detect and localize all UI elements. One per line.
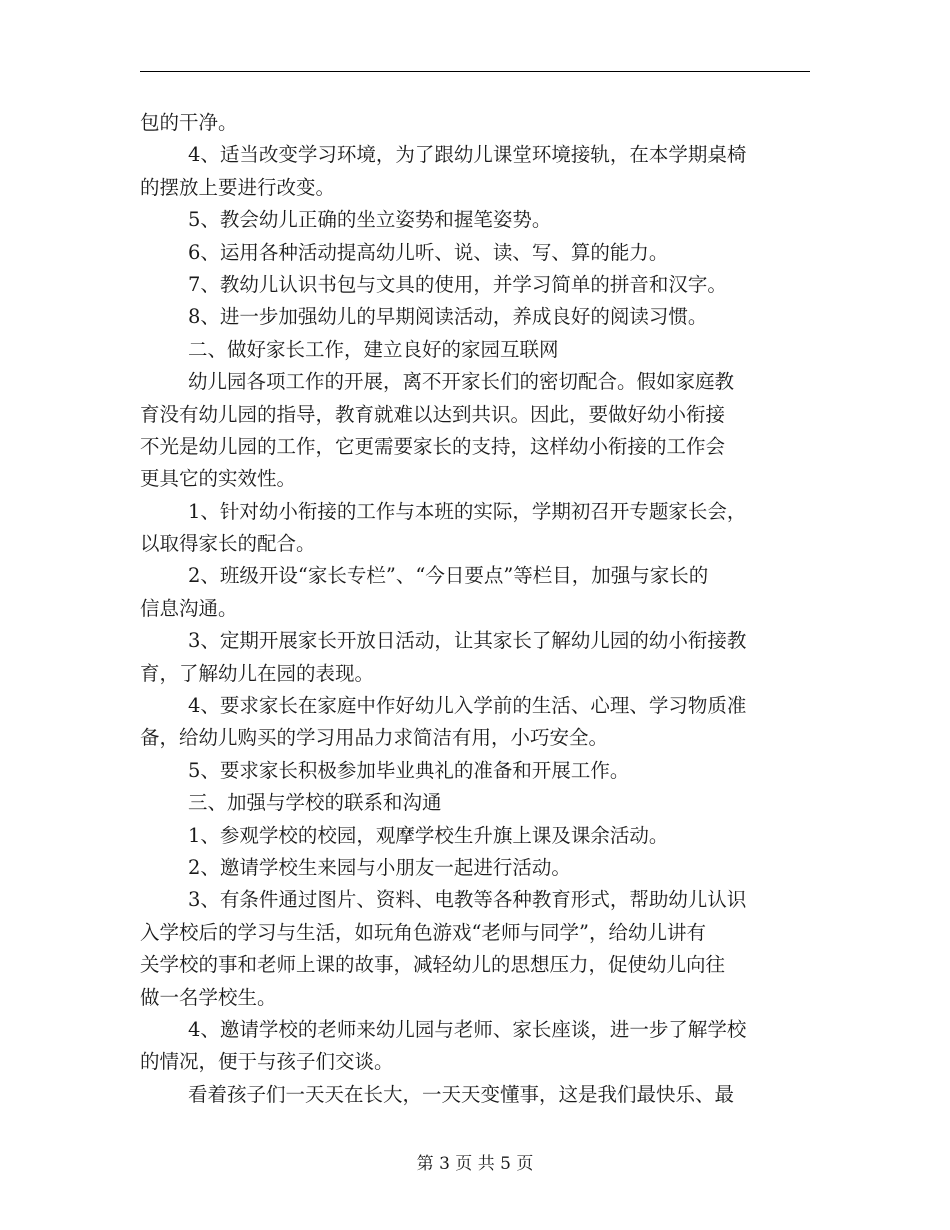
- text-line: 幼儿园各项工作的开展，离不开家长们的密切配合。假如家庭教: [188, 370, 735, 394]
- text-line: 4、邀请学校的老师来幼儿园与老师、家长座谈，进一步了解学校: [188, 1017, 747, 1041]
- text-line: 5、要求家长积极参加毕业典礼的准备和开展工作。: [188, 758, 630, 782]
- text-line: 7、教幼儿认识书包与文具的使用，并学习简单的拼音和汉字。: [188, 272, 727, 296]
- text-line: 三、加强与学校的联系和沟通: [188, 791, 442, 815]
- text-line: 4、要求家长在家庭中作好幼儿入学前的生活、心理、学习物质准: [188, 694, 747, 718]
- text-line: 育没有幼儿园的指导，教育就难以达到共识。因此，要做好幼小衔接: [140, 402, 726, 426]
- text-line: 6、运用各种活动提高幼儿听、说、读、写、算的能力。: [188, 240, 669, 264]
- text-line: 包的干净。: [140, 111, 238, 134]
- text-line: 2、邀请学校生来园与小朋友一起进行活动。: [188, 855, 571, 879]
- text-line: 的情况，便于与孩子们交谈。: [140, 1050, 394, 1074]
- text-line: 更具它的实效性。: [140, 467, 297, 491]
- text-line: 以取得家长的配合。: [140, 532, 316, 556]
- text-line: 入学校后的学习与生活，如玩角色游戏“老师与同学”，给幼儿讲有: [140, 920, 706, 944]
- text-line: 4、适当改变学习环境，为了跟幼儿课堂环境接轨，在本学期桌椅: [188, 143, 747, 167]
- text-line: 5、教会幼儿正确的坐立姿势和握笔姿势。: [188, 208, 552, 232]
- text-line: 信息沟通。: [140, 596, 238, 620]
- header-rule: [140, 71, 810, 72]
- text-line: 做一名学校生。: [140, 985, 277, 1009]
- text-line: 1、参观学校的校园，观摩学校生升旗上课及课余活动。: [188, 823, 669, 847]
- page-footer: 第 3 页 共 5 页: [416, 1154, 534, 1174]
- text-line: 3、有条件通过图片、资料、电教等各种教育形式，帮助幼儿认识: [188, 888, 747, 912]
- text-line: 2、班级开设“家长专栏”、“今日要点”等栏目，加强与家长的: [188, 564, 709, 588]
- document-body: [140, 107, 810, 1111]
- text-line: 二、做好家长工作，建立良好的家园互联网: [188, 337, 559, 361]
- text-line: 看着孩子们一天天在长大，一天天变懂事，这是我们最快乐、最: [188, 1082, 735, 1106]
- text-line: 8、进一步加强幼儿的早期阅读活动，养成良好的阅读习惯。: [188, 305, 708, 329]
- text-line: 3、定期开展家长开放日活动，让其家长了解幼儿园的幼小衔接教: [188, 629, 747, 653]
- text-line: 不光是幼儿园的工作，它更需要家长的支持，这样幼小衔接的工作会: [140, 434, 726, 458]
- text-line: 关学校的事和老师上课的故事，减轻幼儿的思想压力，促使幼儿向往: [140, 953, 726, 977]
- text-line: 育，了解幼儿在园的表现。: [140, 661, 375, 685]
- text-line: 备，给幼儿购买的学习用品力求简洁有用，小巧安全。: [140, 726, 609, 750]
- text-line: 的摆放上要进行改变。: [140, 175, 336, 199]
- text-line: 1、针对幼小衔接的工作与本班的实际，学期初召开专题家长会，: [188, 499, 747, 523]
